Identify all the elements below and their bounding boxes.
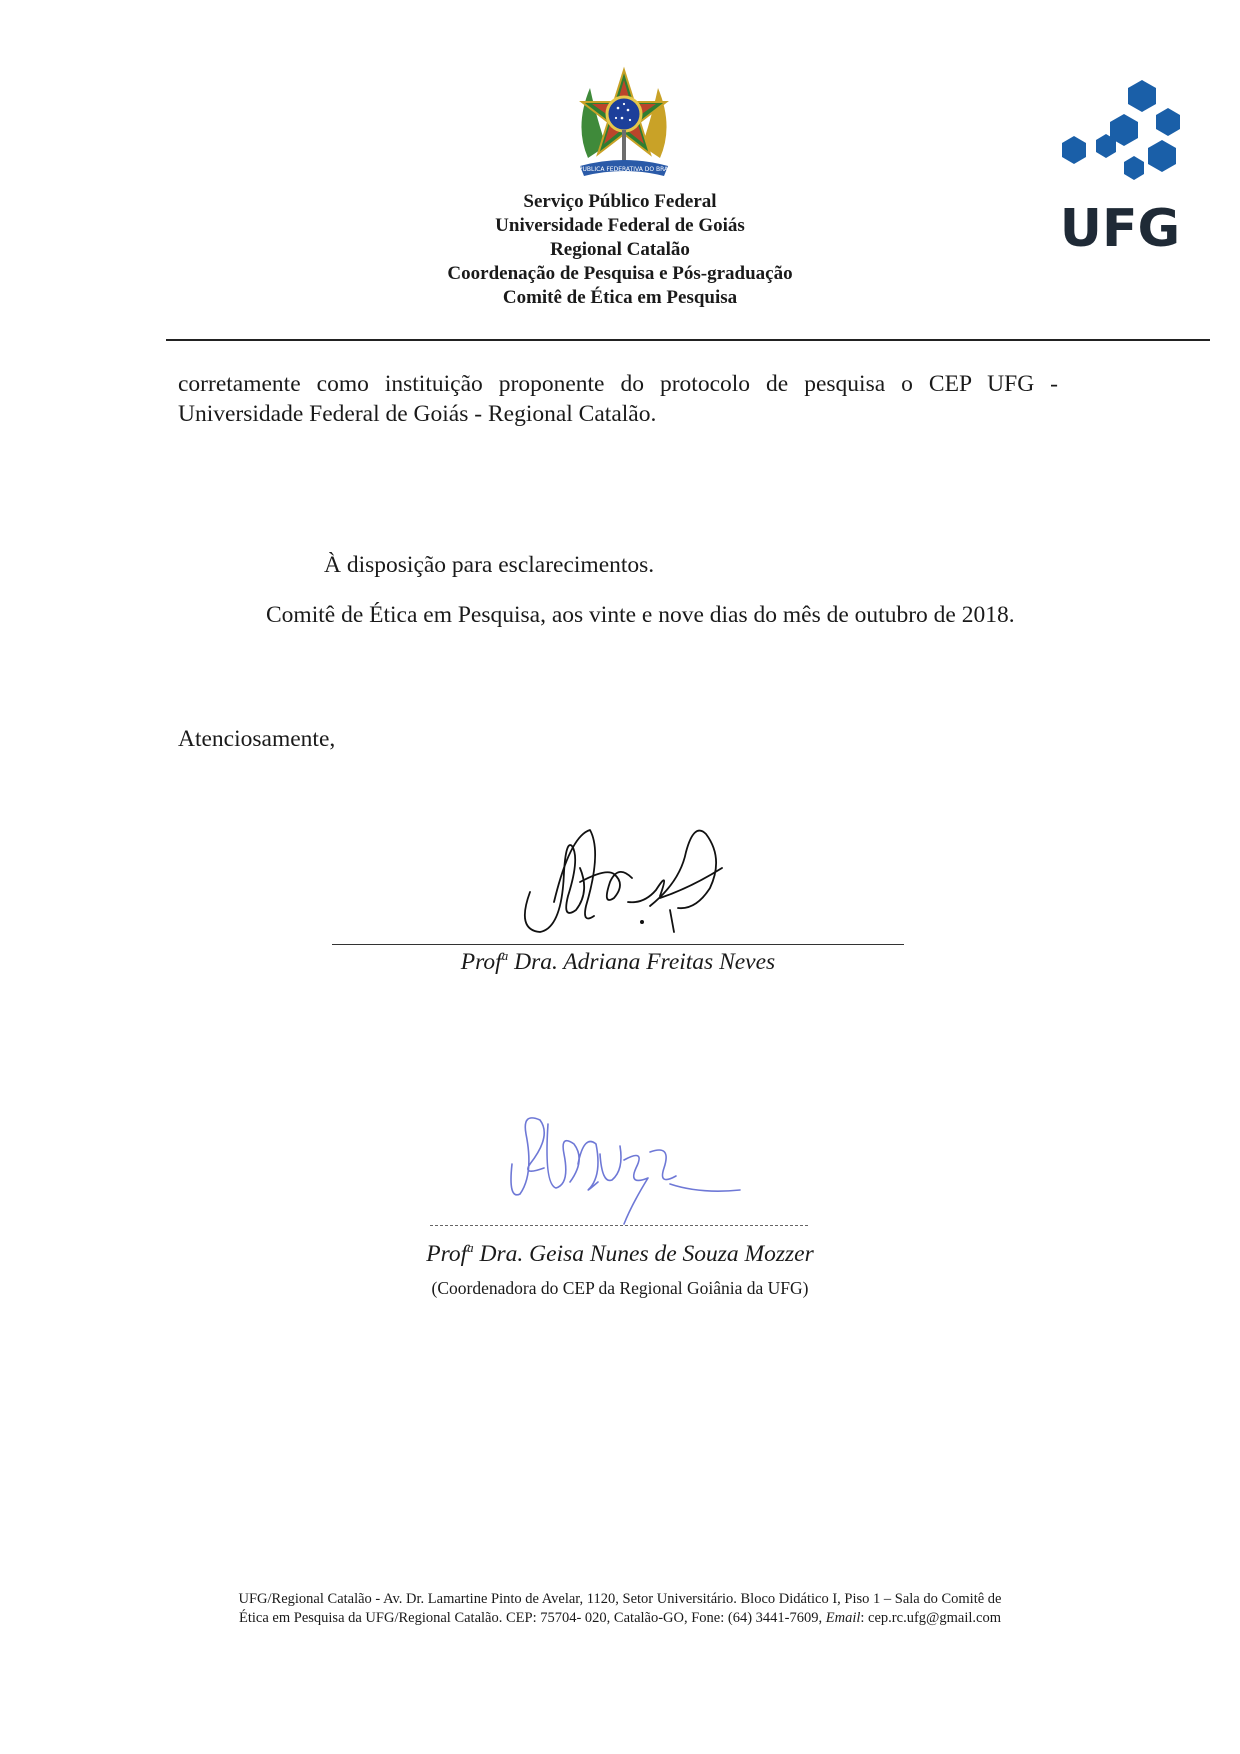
ufg-logo xyxy=(1058,78,1188,254)
header-line-4: Coordenação de Pesquisa e Pós-graduação xyxy=(447,263,793,284)
signatory-2-name xyxy=(380,1240,860,1268)
signatory-2-title-sup: a xyxy=(467,1240,474,1255)
signatory-1-title-sup: a xyxy=(501,948,509,963)
date-line: Comitê de Ética em Pesquisa, aos vinte e nove dias do mês de outubro de 2018. xyxy=(266,602,1015,628)
header-line-5: Comitê de Ética em Pesquisa xyxy=(502,287,738,308)
svg-text:REPUBLICA FEDERATIVA DO BRASIL: REPUBLICA FEDERATIVA DO BRASIL xyxy=(570,166,678,173)
footer-address-part: Ética em Pesquisa da UFG/Regional Catalão. CEP: 75704- 020, Catalão-GO, Fone: (64) 3441-7609, xyxy=(239,1610,826,1626)
letterhead xyxy=(380,190,860,310)
signatory-2-title: Prof xyxy=(426,1240,468,1267)
signature-1-line xyxy=(332,944,904,945)
signatory-2-fullname: Dra. Geisa Nunes de Souza Mozzer xyxy=(473,1240,814,1267)
footer-email-address: : cep.rc.ufg@gmail.com xyxy=(860,1610,1001,1626)
footer-email-label: Email xyxy=(825,1610,861,1626)
signature-1-handwritten xyxy=(510,812,760,942)
paragraph-continuation: corretamente como instituição proponente do protocolo de pesquisa o CEP UFG - Universidade Federal de Goiás - Regional Catalão. xyxy=(178,371,1058,427)
signatory-1-title: Prof xyxy=(460,948,502,975)
header-line-1: Serviço Público Federal xyxy=(523,191,717,212)
footer-address-line-2 xyxy=(170,1609,1070,1628)
signature-2-handwritten xyxy=(500,1104,750,1229)
signature-2-line xyxy=(430,1225,808,1226)
header-line-3: Regional Catalão xyxy=(550,239,690,260)
signatory-1-fullname: Dra. Adriana Freitas Neves xyxy=(508,948,776,975)
ufg-logo-text: UFG xyxy=(1059,199,1181,254)
header-divider xyxy=(166,339,1210,341)
availability-line: À disposição para esclarecimentos. xyxy=(324,552,655,578)
header-line-2: Universidade Federal de Goiás xyxy=(495,215,745,236)
footer-address-line-1: UFG/Regional Catalão - Av. Dr. Lamartine Pinto de Avelar, 1120, Setor Universitário. Bloco Didático I, Piso 1 – Sala do Comitê de xyxy=(238,1591,1002,1607)
signatory-1-name xyxy=(332,948,904,976)
closing-line: Atenciosamente, xyxy=(178,726,336,752)
brazil-coat-of-arms-icon xyxy=(566,66,682,184)
signatory-2-role: (Coordenadora do CEP da Regional Goiânia da UFG) xyxy=(431,1278,809,1298)
page-footer xyxy=(170,1590,1070,1628)
